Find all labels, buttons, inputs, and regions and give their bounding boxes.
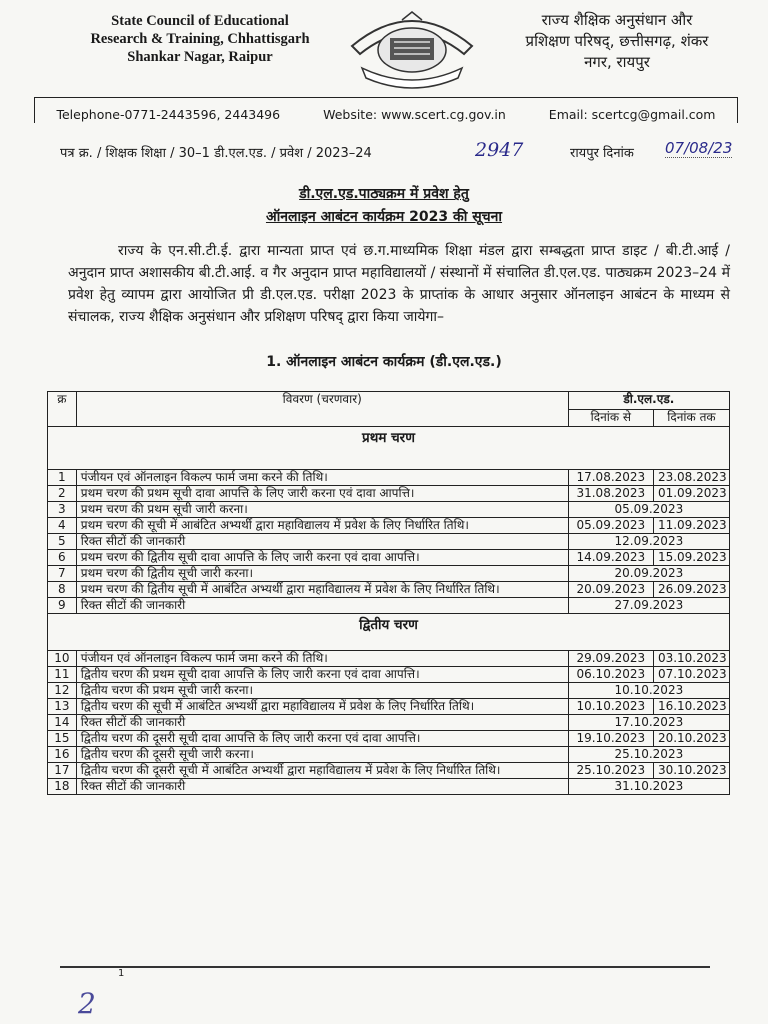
table-row [48, 582, 730, 598]
phase-1-label: प्रथम चरण [48, 427, 730, 470]
row-description: रिक्त सीटों की जानकारी [76, 598, 568, 614]
row-number: 6 [48, 550, 77, 566]
table-row [48, 651, 730, 667]
table-row [48, 534, 730, 550]
row-date: 12.09.2023 [568, 534, 729, 550]
letterhead-en-line-3: Shankar Nagar, Raipur [127, 49, 273, 65]
table-row [48, 566, 730, 582]
header-desc: विवरण (चरणवार) [76, 392, 568, 427]
row-date-to: 07.10.2023 [653, 667, 729, 683]
row-date-to: 11.09.2023 [653, 518, 729, 534]
row-description: द्वितीय चरण की सूची में आबंटित अभ्यर्थी द्वारा महाविद्यालय में प्रवेश के लिए निर्धारित तिथि। [76, 699, 568, 715]
row-date-to: 23.08.2023 [653, 470, 729, 486]
header-group: डी.एल.एड. [568, 392, 729, 410]
table-row [48, 699, 730, 715]
row-number: 2 [48, 486, 77, 502]
row-date: 17.10.2023 [568, 715, 729, 731]
row-date-to: 03.10.2023 [653, 651, 729, 667]
row-date: 27.09.2023 [568, 598, 729, 614]
table-row [48, 667, 730, 683]
row-description: रिक्त सीटों की जानकारी [76, 534, 568, 550]
row-date-from: 29.09.2023 [568, 651, 653, 667]
table-row [48, 550, 730, 566]
row-date: 31.10.2023 [568, 779, 729, 795]
row-description: द्वितीय चरण की प्रथम सूची जारी करना। [76, 683, 568, 699]
table-row [48, 763, 730, 779]
row-date-from: 17.08.2023 [568, 470, 653, 486]
page-mark: 1 [118, 968, 125, 979]
table-row [48, 683, 730, 699]
letterhead-english [50, 12, 350, 66]
row-description: प्रथम चरण की प्रथम सूची जारी करना। [76, 502, 568, 518]
row-description: पंजीयन एवं ऑनलाइन विकल्प फार्म जमा करने की तिथि। [76, 470, 568, 486]
website-link[interactable]: Website: www.scert.cg.gov.in [323, 107, 506, 122]
row-description: पंजीयन एवं ऑनलाइन विकल्प फार्म जमा करने की तिथि। [76, 651, 568, 667]
row-date-to: 26.09.2023 [653, 582, 729, 598]
schedule-table [47, 391, 730, 795]
letterhead-en-line-2: Research & Training, Chhattisgarh [90, 31, 310, 47]
row-number: 12 [48, 683, 77, 699]
row-date-from: 20.09.2023 [568, 582, 653, 598]
row-number: 9 [48, 598, 77, 614]
row-date-from: 19.10.2023 [568, 731, 653, 747]
row-description: प्रथम चरण की द्वितीय सूची में आबंटित अभ्यर्थी द्वारा महाविद्यालय में प्रवेश के लिए निर्धारित तिथि। [76, 582, 568, 598]
email-link[interactable]: Email: scertcg@gmail.com [548, 107, 716, 122]
letterhead-en-line-1: State Council of Educational [111, 13, 289, 29]
row-number: 18 [48, 779, 77, 795]
table-row [48, 598, 730, 614]
intro-paragraph: राज्य के एन.सी.टी.ई. द्वारा मान्यता प्राप्त एवं छ.ग.माध्यमिक शिक्षा मंडल द्वारा सम्बद्धता प्राप्त डाइट / बी.टी.आई / अनुदान प्राप्त अशासकीय बी.टी.आई. व गैर अनुदान प्राप्त महाविद्यालयों / संस्थानों में संचालित डी.एल.एड. पाठ्यक्रम 2023–24 में प्रवेश हेतु व्यापम द्वारा आयोजित प्री डी.एल.एड. परीक्षा 2023 के प्राप्तांक के आधार अनुसार ऑनलाइन आबंटन के माध्यम से संचालक, राज्य शैक्षिक अनुसंधान और प्रशिक्षण परिषद् द्वारा किया जायेगा– [68, 243, 730, 325]
section-title: 1. ऑनलाइन आबंटन कार्यक्रम (डी.एल.एड.) [266, 354, 502, 370]
bottom-rule [60, 966, 710, 968]
row-date: 10.10.2023 [568, 683, 729, 699]
reference-text: पत्र क्र. / शिक्षक शिक्षा / 30–1 डी.एल.एड. / प्रवेश / 2023–24 [60, 146, 372, 161]
handwritten-mark: 2 [78, 987, 96, 1020]
table-header-row [48, 392, 730, 410]
header-no: क्र [48, 392, 77, 427]
row-date-from: 14.09.2023 [568, 550, 653, 566]
row-number: 14 [48, 715, 77, 731]
telephone-text: Telephone-0771-2443596, 2443496 [56, 107, 281, 122]
header-from: दिनांक से [568, 409, 653, 427]
table-row [48, 518, 730, 534]
row-date-to: 16.10.2023 [653, 699, 729, 715]
row-number: 13 [48, 699, 77, 715]
date-label: रायपुर दिनांक [570, 146, 634, 161]
row-date-from: 05.09.2023 [568, 518, 653, 534]
heading-line-2: ऑनलाइन आबंटन कार्यक्रम 2023 की सूचना [265, 209, 503, 225]
phase-2-label: द्वितीय चरण [48, 614, 730, 651]
table-row [48, 779, 730, 795]
row-description: द्वितीय चरण की दूसरी सूची दावा आपत्ति के लिए जारी करना एवं दावा आपत्ति। [76, 731, 568, 747]
row-number: 7 [48, 566, 77, 582]
letterhead-hi-line-3: नगर, रायपुर [584, 53, 650, 71]
row-description: प्रथम चरण की द्वितीय सूची दावा आपत्ति के लिए जारी करना एवं दावा आपत्ति। [76, 550, 568, 566]
row-date-from: 25.10.2023 [568, 763, 653, 779]
row-date-from: 06.10.2023 [568, 667, 653, 683]
row-date-to: 15.09.2023 [653, 550, 729, 566]
row-number: 3 [48, 502, 77, 518]
row-number: 15 [48, 731, 77, 747]
letterhead-hi-line-1: राज्य शैक्षिक अनुसंधान और [541, 11, 693, 29]
row-description: रिक्त सीटों की जानकारी [76, 715, 568, 731]
row-number: 16 [48, 747, 77, 763]
schedule-body [48, 392, 730, 795]
row-number: 1 [48, 470, 77, 486]
row-description: द्वितीय चरण की दूसरी सूची में आबंटित अभ्यर्थी द्वारा महाविद्यालय में प्रवेश के लिए निर्धारित तिथि। [76, 763, 568, 779]
row-description: प्रथम चरण की द्वितीय सूची जारी करना। [76, 566, 568, 582]
table-row [48, 747, 730, 763]
table-row [48, 502, 730, 518]
phase-2-row [48, 614, 730, 651]
row-date: 25.10.2023 [568, 747, 729, 763]
date-value: 07/08/23 [665, 139, 733, 157]
reference-line [60, 139, 760, 167]
row-description: प्रथम चरण की प्रथम सूची दावा आपत्ति के लिए जारी करना एवं दावा आपत्ति। [76, 486, 568, 502]
row-date-to: 30.10.2023 [653, 763, 729, 779]
contact-box [34, 97, 738, 123]
row-date-to: 20.10.2023 [653, 731, 729, 747]
row-number: 5 [48, 534, 77, 550]
row-date-from: 31.08.2023 [568, 486, 653, 502]
table-row [48, 731, 730, 747]
scert-logo-icon [342, 6, 482, 94]
row-number: 17 [48, 763, 77, 779]
row-description: प्रथम चरण की सूची में आबंटित अभ्यर्थी द्वारा महाविद्यालय में प्रवेश के लिए निर्धारित तिथि। [76, 518, 568, 534]
letterhead-hi-line-2: प्रशिक्षण परिषद्, छत्तीसगढ़, शंकर [525, 32, 709, 50]
row-description: द्वितीय चरण की दूसरी सूची जारी करना। [76, 747, 568, 763]
phase-1-row [48, 427, 730, 470]
row-number: 11 [48, 667, 77, 683]
row-description: रिक्त सीटों की जानकारी [76, 779, 568, 795]
header-to: दिनांक तक [653, 409, 729, 427]
reference-number: 2947 [475, 139, 524, 161]
row-description: द्वितीय चरण की प्रथम सूची दावा आपत्ति के लिए जारी करना एवं दावा आपत्ति। [76, 667, 568, 683]
heading-line-1: डी.एल.एड.पाठ्यक्रम में प्रवेश हेतु [299, 186, 469, 202]
row-date: 05.09.2023 [568, 502, 729, 518]
table-row [48, 715, 730, 731]
row-date: 20.09.2023 [568, 566, 729, 582]
row-number: 4 [48, 518, 77, 534]
row-number: 10 [48, 651, 77, 667]
row-date-from: 10.10.2023 [568, 699, 653, 715]
row-number: 8 [48, 582, 77, 598]
table-row [48, 470, 730, 486]
table-row [48, 486, 730, 502]
letterhead-hindi [492, 10, 742, 73]
row-date-to: 01.09.2023 [653, 486, 729, 502]
